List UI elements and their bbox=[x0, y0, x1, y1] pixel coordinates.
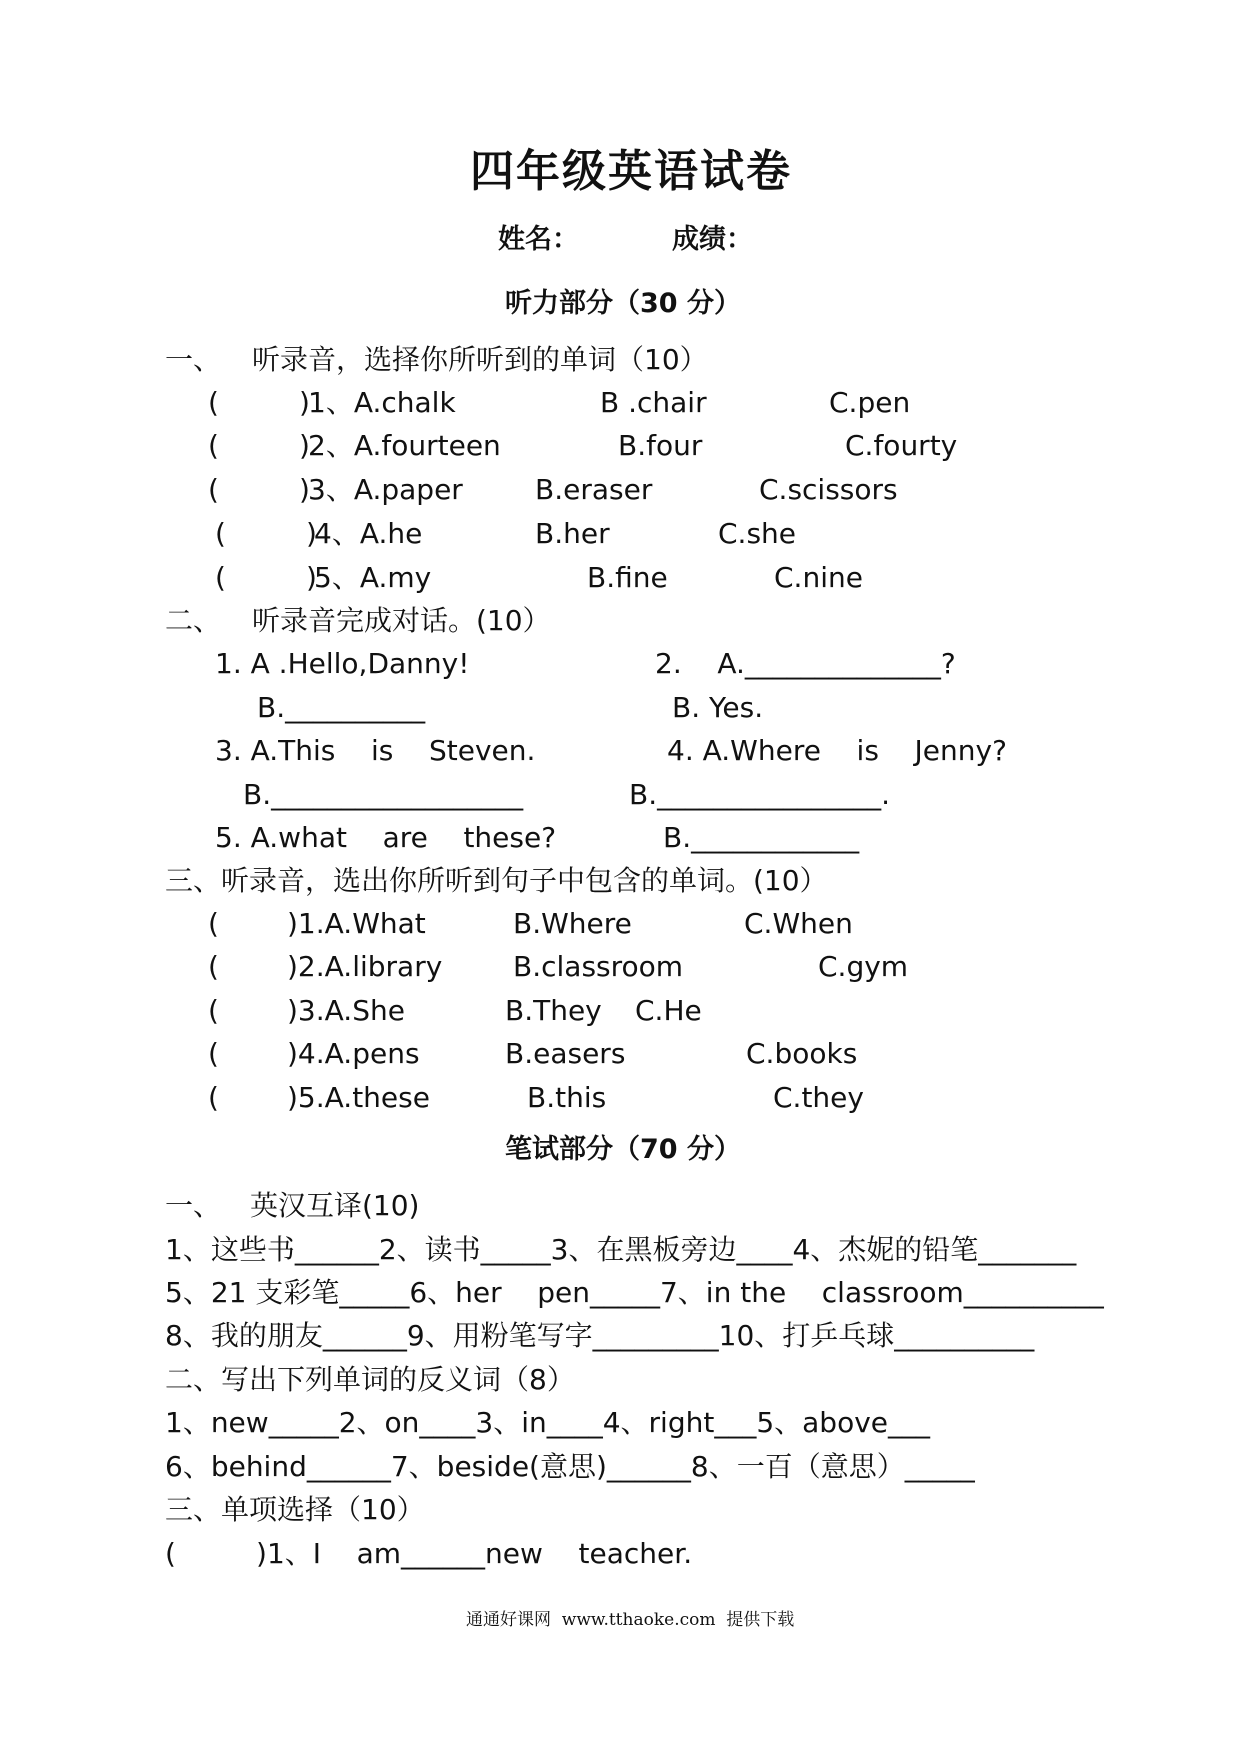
name-label: 姓名： bbox=[498, 224, 579, 255]
question-option-c: C.nine bbox=[774, 561, 863, 594]
question-option-a: 2、A.fourteen bbox=[308, 429, 501, 462]
dialogue-line: B.__________________ bbox=[243, 778, 524, 811]
question-option-c: C.gym bbox=[818, 950, 909, 983]
listening-part2-number: 二、 bbox=[165, 604, 222, 637]
answer-bracket: ( bbox=[208, 950, 219, 983]
answer-bracket: ( ) bbox=[208, 473, 310, 506]
question-option-c: C.scissors bbox=[759, 473, 898, 506]
dialogue-line: 5. A.what are these? bbox=[215, 821, 557, 854]
listening-part1-number: 一、 bbox=[165, 343, 222, 376]
answer-bracket: ( ) bbox=[208, 429, 310, 462]
listening-part3-title: 三、听录音，选出你所听到句子中包含的单词。(10） bbox=[165, 864, 828, 897]
writing-part1-number: 一、 bbox=[165, 1189, 222, 1222]
question-option-c: C.books bbox=[746, 1037, 858, 1070]
writing-part2-title: 二、写出下列单词的反义词（8） bbox=[165, 1363, 575, 1396]
translation-line: 8、我的朋友______9、用粉笔写字_________10、打乒乓球__________ bbox=[165, 1319, 1035, 1352]
answer-bracket: ( ) bbox=[208, 386, 310, 419]
question-option-b: B.They bbox=[505, 994, 602, 1027]
question-option-b: B.four bbox=[618, 429, 703, 462]
answer-bracket: ( ) bbox=[215, 561, 317, 594]
question-option-b: B.classroom bbox=[513, 950, 684, 983]
dialogue-line: B. Yes. bbox=[672, 691, 764, 724]
question-option-a: 5、A.my bbox=[314, 561, 432, 594]
question-option-b: B.easers bbox=[505, 1037, 626, 1070]
question-option-c: C.pen bbox=[829, 386, 911, 419]
listening-part1-title: 听录音，选择你所听到的单词（10） bbox=[252, 343, 708, 376]
exam-title: 四年级英语试卷 bbox=[470, 146, 792, 197]
translation-line: 5、21 支彩笔_____6、her pen_____7、in the classroom__________ bbox=[165, 1276, 1104, 1309]
dialogue-line: B.________________. bbox=[629, 778, 891, 811]
dialogue-line: B.__________ bbox=[257, 691, 426, 724]
answer-bracket: ( bbox=[208, 1037, 219, 1070]
question-option-b: B .chair bbox=[600, 386, 707, 419]
question-option-a: 4、A.he bbox=[314, 517, 423, 550]
writing-heading: 笔试部分（70 分） bbox=[505, 1134, 741, 1165]
listening-heading: 听力部分（30 分） bbox=[505, 288, 741, 319]
dialogue-line: 1. A .Hello,Danny! bbox=[215, 647, 470, 680]
question-option-a: )2.A.library bbox=[287, 950, 443, 983]
answer-bracket: ( ) bbox=[215, 517, 317, 550]
question-option-b: B.Where bbox=[513, 907, 632, 940]
question-option-c: C.fourty bbox=[845, 429, 958, 462]
dialogue-line: 4. A.Where is Jenny? bbox=[667, 734, 1007, 767]
question-option-c: C.When bbox=[744, 907, 853, 940]
dialogue-line: 3. A.This is Steven. bbox=[215, 734, 536, 767]
question-option-b: B.eraser bbox=[535, 473, 653, 506]
dialogue-line: B.____________ bbox=[663, 821, 860, 854]
question-option-c: C.He bbox=[635, 994, 702, 1027]
question-option-a: )1.A.What bbox=[287, 907, 426, 940]
question-option-b: B.fine bbox=[587, 561, 668, 594]
question-option-a: )4.A.pens bbox=[287, 1037, 420, 1070]
question-option-a: )5.A.these bbox=[287, 1081, 430, 1114]
antonym-line: 6、behind______7、beside(意思)______8、一百（意思）_____ bbox=[165, 1450, 975, 1483]
question-option-c: C.she bbox=[718, 517, 797, 550]
answer-bracket: ( bbox=[208, 907, 219, 940]
question-option-b: B.this bbox=[527, 1081, 607, 1114]
answer-bracket: ( bbox=[208, 994, 219, 1027]
choice-question: ( )1、I am______new teacher. bbox=[165, 1537, 693, 1570]
answer-bracket: ( bbox=[208, 1081, 219, 1114]
dialogue-line: 2. A.______________? bbox=[655, 647, 956, 680]
question-option-a: 1、A.chalk bbox=[308, 386, 456, 419]
question-option-c: C.they bbox=[773, 1081, 864, 1114]
translation-line: 1、这些书______2、读书_____3、在黑板旁边____4、杰妮的铅笔_______ bbox=[165, 1233, 1077, 1266]
question-option-a: )3.A.She bbox=[287, 994, 405, 1027]
score-label: 成绩： bbox=[672, 224, 753, 255]
listening-part2-title: 听录音完成对话。(10） bbox=[252, 604, 551, 637]
antonym-line: 1、new_____2、on____3、in____4、right___5、above___ bbox=[165, 1406, 930, 1439]
writing-part3-title: 三、单项选择（10） bbox=[165, 1493, 425, 1526]
writing-part1-title: 英汉互译(10) bbox=[250, 1189, 420, 1222]
footer-source: 通通好课网 www.tthaoke.com 提供下载 bbox=[466, 1610, 795, 1630]
question-option-b: B.her bbox=[535, 517, 610, 550]
question-option-a: 3、A.paper bbox=[308, 473, 463, 506]
